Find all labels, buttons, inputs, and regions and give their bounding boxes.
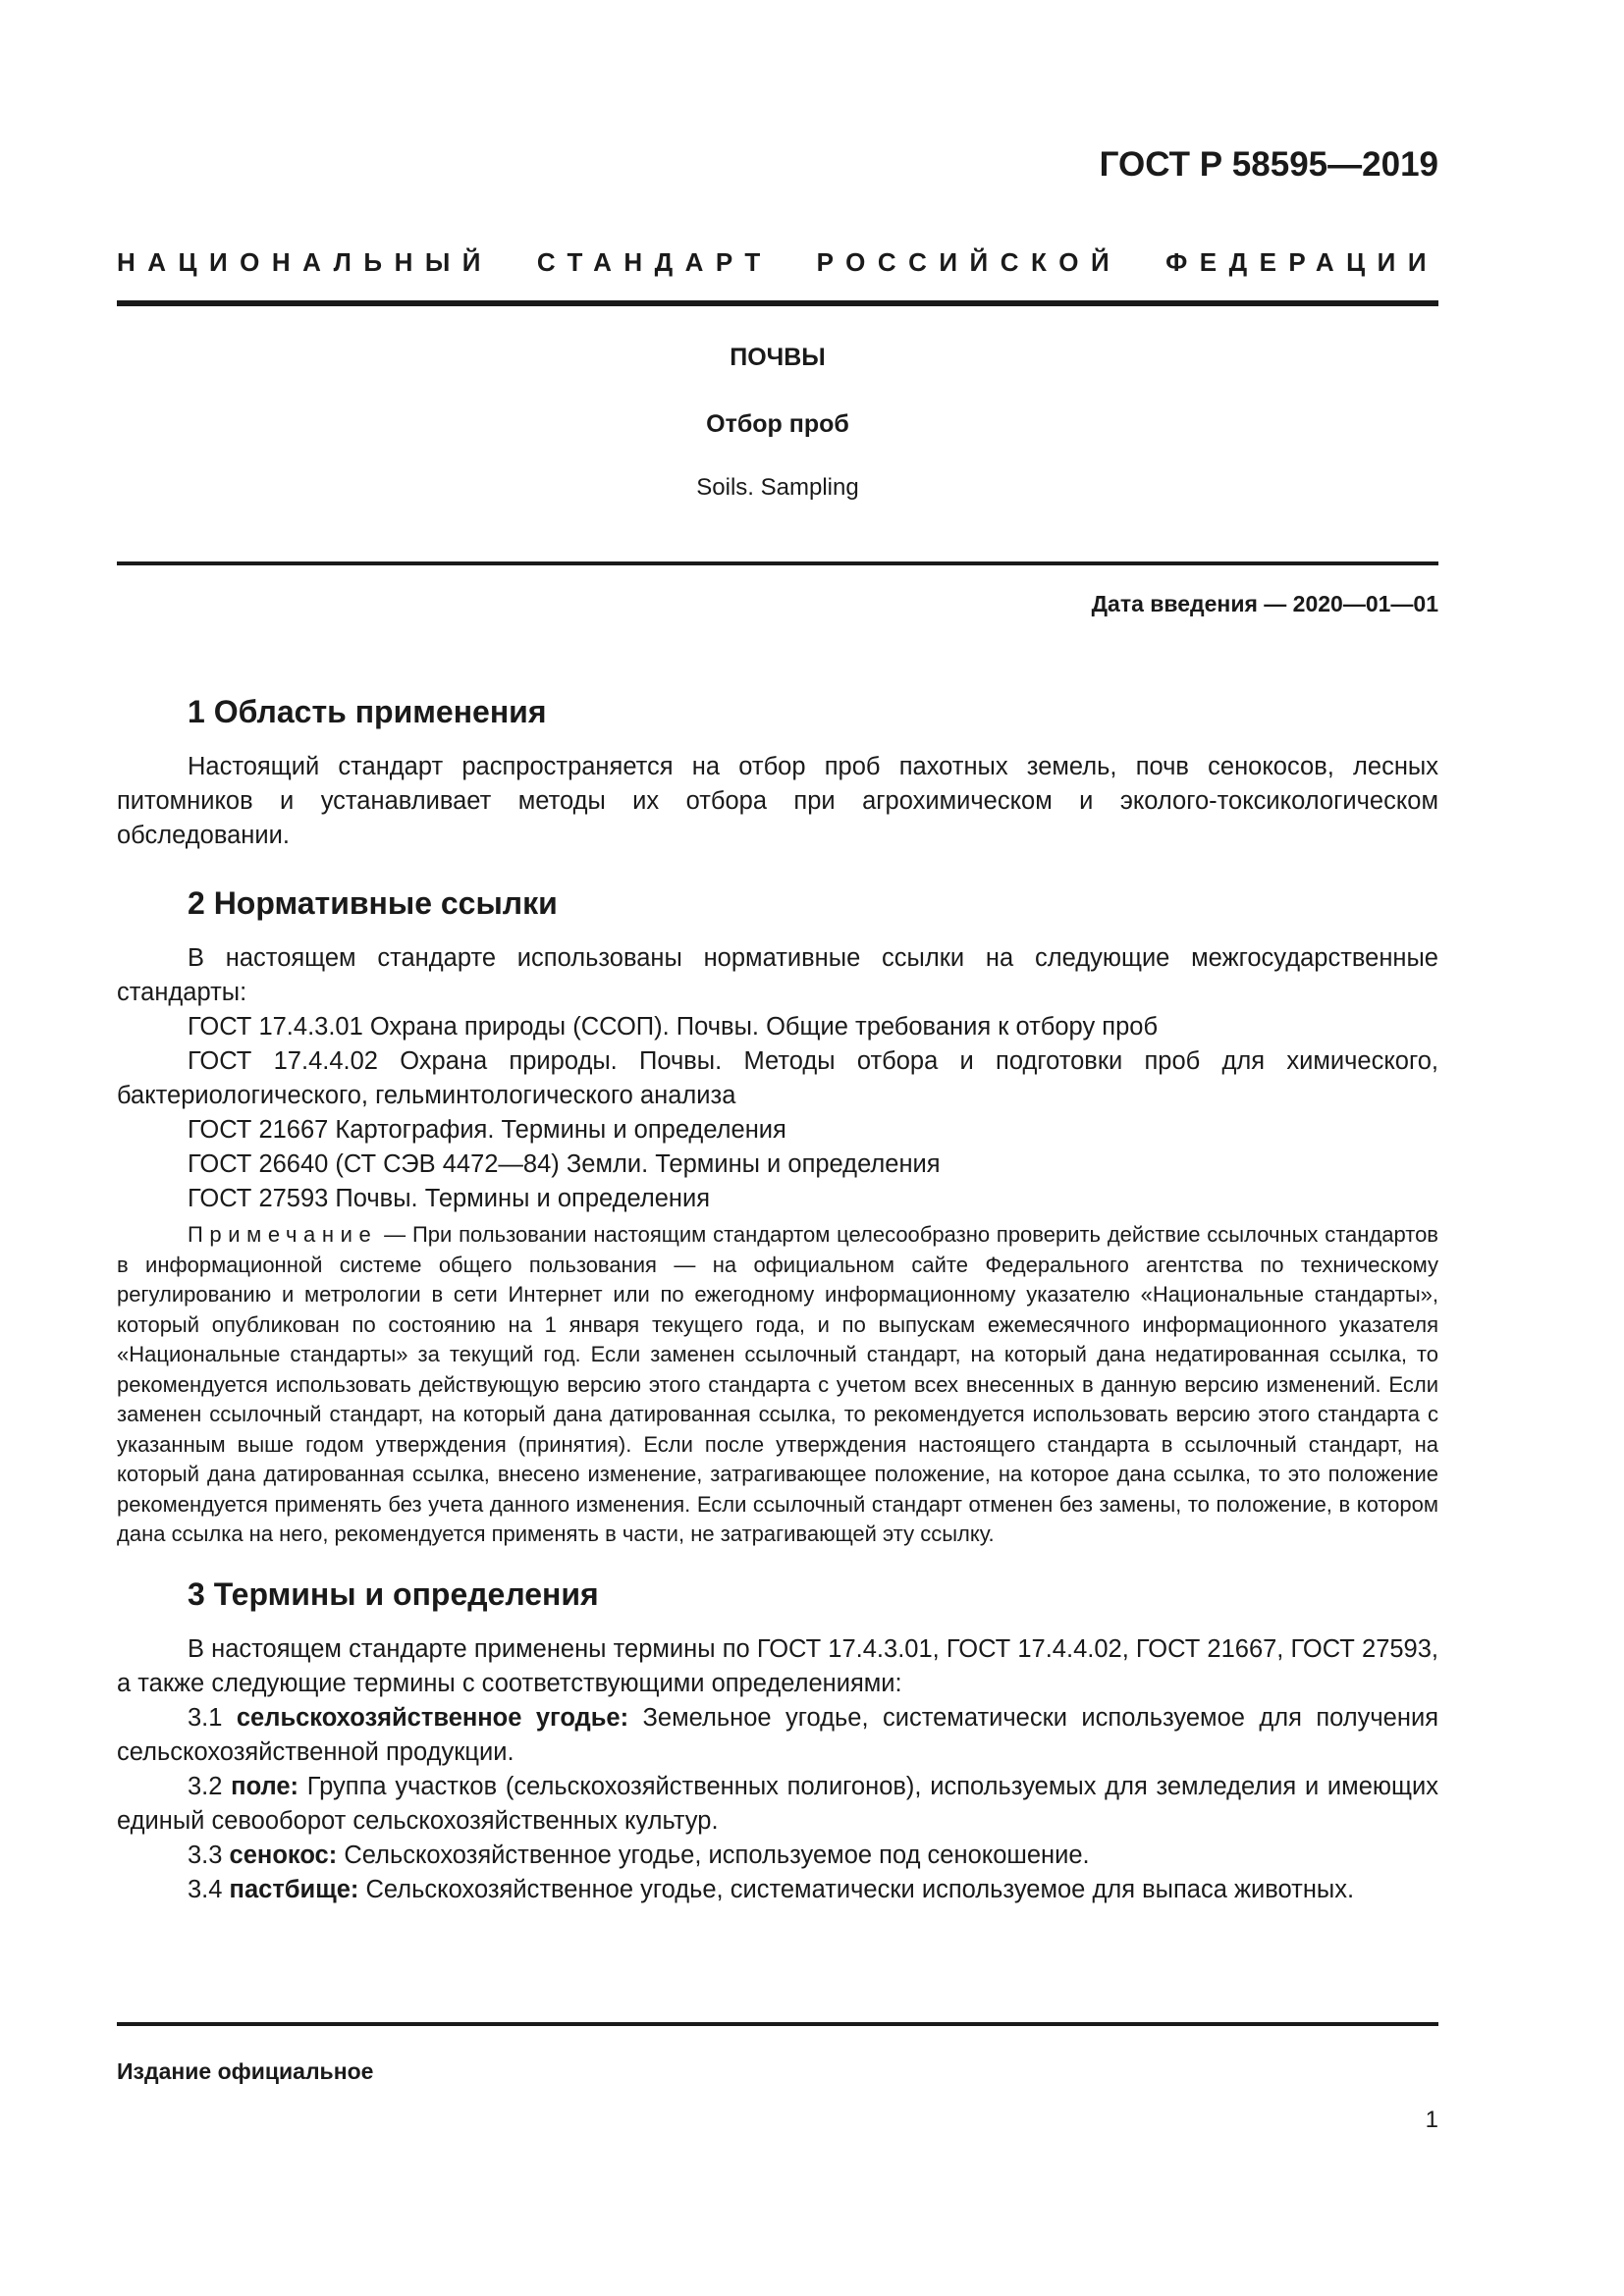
note-label: Примечание xyxy=(188,1222,378,1247)
reference-item: ГОСТ 17.4.3.01 Охрана природы (ССОП). Почвы. Общие требования к отбору проб xyxy=(188,1013,1159,1041)
document-subtitle: Отбор проб xyxy=(706,410,849,438)
standard-code: ГОСТ Р 58595—2019 xyxy=(1099,145,1438,184)
term-name: поле: xyxy=(231,1772,299,1800)
term-number: 3.2 xyxy=(188,1772,232,1800)
page-number: 1 xyxy=(1425,2107,1438,2133)
national-standard-title: НАЦИОНАЛЬНЫЙ СТАНДАРТ РОССИЙСКОЙ ФЕДЕРАЦИИ xyxy=(117,247,1438,277)
term-text: Сельскохозяйственное угодье, используемое под сенокошение. xyxy=(337,1841,1090,1869)
term-number: 3.1 xyxy=(188,1703,237,1732)
term-name: сенокос: xyxy=(229,1841,338,1869)
reference-item: ГОСТ 26640 (СТ СЭВ 4472—84) Земли. Термины и определения xyxy=(188,1150,941,1178)
introduction-date: Дата введения — 2020—01—01 xyxy=(1091,591,1438,616)
official-edition-label: Издание официальное xyxy=(117,2058,374,2084)
footer-rule xyxy=(117,2022,1438,2026)
term-text: Сельскохозяйственное угодье, систематически используемое для выпаса животных. xyxy=(358,1875,1355,1903)
section-heading-terms: 3 Термины и определения xyxy=(188,1575,599,1612)
scope-paragraph: Настоящий стандарт распространяется на отбор проб пахотных земель, почв сенокосов, лесных питомников и устанавливает методы их отбора при агрохимическом и эколого-токсикологическом обследовании. xyxy=(117,753,1438,849)
english-title: Soils. Sampling xyxy=(696,474,859,501)
term-name: пастбище: xyxy=(229,1875,359,1903)
reference-item: ГОСТ 27593 Почвы. Термины и определения xyxy=(188,1185,711,1212)
terms-intro: В настоящем стандарте применены термины по ГОСТ 17.4.3.01, ГОСТ 17.4.4.02, ГОСТ 21667, ГОСТ 27593, а также следующие термины с соответствующими определениями: xyxy=(117,1634,1438,1697)
note-text: — При пользовании настоящим стандартом целесообразно проверить действие ссылочных стандартов в информационной системе общего пользования — на официальном сайте Федерального агентства по техническому регулированию и метрологии в сети Интернет или по ежегодному информационному указателю «Национальные стандарты», который опубликован по состоянию на 1 января текущего года, и по выпускам ежемесячного информационного указателя «Национальные стандарты» за текущий год. Если заменен ссылочный стандарт, на который дана недатированная ссылка, то рекомендуется использовать действующую версию этого стандарта с учетом всех внесенных в данную версию изменений. Если заменен ссылочный стандарт, на который дана датированная ссылка, то рекомендуется использовать версию этого стандарта с указанным выше годом утверждения (принятия). Если после утверждения настоящего стандарта в ссылочный стандарт, на который дана датированная ссылка, внесено изменение, затрагивающее положение, на которое дана ссылка, то это положение рекомендуется применять без учета данного изменения. Если ссылочный стандарт отменен без замены, то положение, в котором дана ссылка на него, рекомендуется применять в части, не затрагивающей эту ссылку. xyxy=(117,1222,1438,1546)
header-rule xyxy=(117,300,1438,306)
document-body xyxy=(117,687,1438,1907)
term-definition xyxy=(117,1839,1438,1873)
term-definition xyxy=(117,1873,1438,1907)
title-rule xyxy=(117,561,1438,565)
term-name: сельскохозяйственное угодье: xyxy=(236,1703,629,1732)
section-heading-scope: 1 Область применения xyxy=(188,694,547,729)
references-intro: В настоящем стандарте использованы нормативные ссылки на следующие межгосударственные стандарты: xyxy=(117,944,1438,1006)
reference-item: ГОСТ 17.4.4.02 Охрана природы. Почвы. Методы отбора и подготовки проб для химического, бактериологического, гельминтологического анализа xyxy=(117,1047,1438,1109)
term-number: 3.4 xyxy=(188,1875,230,1903)
document-title: ПОЧВЫ xyxy=(730,344,826,371)
section-heading-references: 2 Нормативные ссылки xyxy=(188,885,558,921)
term-text: Земельное угодье, систематически используемое для получения сельскохозяйственной продукции. xyxy=(117,1703,1439,1766)
term-number: 3.3 xyxy=(188,1841,230,1869)
term-definition xyxy=(117,1701,1438,1770)
references-note xyxy=(117,1220,1438,1550)
term-text: Группа участков (сельскохозяйственных полигонов), используемых для земледелия и имеющих единый севооборот сельскохозяйственных культур. xyxy=(117,1772,1438,1835)
reference-item: ГОСТ 21667 Картография. Термины и определения xyxy=(188,1116,786,1144)
term-definition xyxy=(117,1770,1438,1839)
